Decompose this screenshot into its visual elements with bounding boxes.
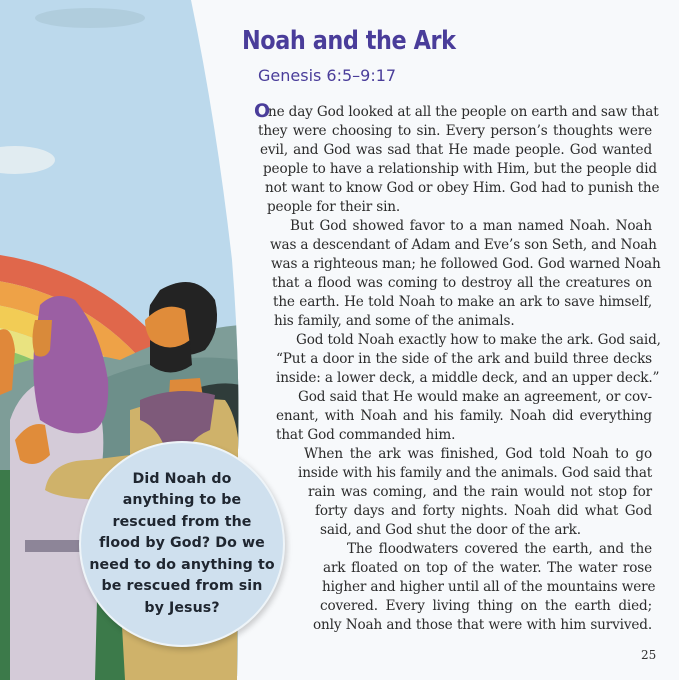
story-line: that a flood was coming to destroy all the creatures on <box>272 275 652 291</box>
drop-cap: O <box>254 100 271 122</box>
story-line: people for their sin. <box>267 199 401 215</box>
story-line: evil, and God was sad that He made people. God wanted <box>260 142 652 158</box>
page-title: Noah and the Ark <box>242 26 456 56</box>
callout-line: anything to be <box>122 492 242 509</box>
page-number: 25 <box>641 648 657 662</box>
story-line: was a righteous man; he followed God. God warned Noah <box>271 256 661 272</box>
story-line: was a descendant of Adam and Eve’s son Seth, and Noah <box>270 237 657 253</box>
story-line: higher and higher until all of the mountains were <box>322 579 656 595</box>
story-line: his family, and some of the animals. <box>274 313 515 329</box>
story-line: ark floated on top of the water. The water rose <box>323 560 652 576</box>
callout-line: by Jesus? <box>144 599 220 616</box>
story-line: enant, with Noah and his family. Noah did everything <box>276 408 652 424</box>
story-line: O ne day God looked at all the people on earth and saw that <box>254 100 659 122</box>
discussion-question-callout <box>79 441 285 647</box>
story-line: covered. Every living thing on the earth died; <box>320 598 652 614</box>
story-line: forty days and forty nights. Noah did what God <box>315 503 652 519</box>
story-line: The floodwaters covered the earth, and the <box>347 541 652 557</box>
story-line: people to have a relationship with Him, but the people did <box>263 161 657 177</box>
callout-line: Did Noah do <box>132 470 232 487</box>
callout-line: be rescued from sin <box>101 578 263 595</box>
callout-line: flood by God? Do we <box>99 535 265 552</box>
story-line: only Noah and those that were with him survived. <box>313 617 652 633</box>
story-line: But God showed favor to a man named Noah. Noah <box>290 218 652 234</box>
story-line: God told Noah exactly how to make the ark. God said, <box>296 332 661 348</box>
story-line: rain was coming, and the rain would not stop for <box>308 484 652 500</box>
story-line: inside: a lower deck, a middle deck, and an upper deck.” <box>276 370 660 386</box>
story-line: “Put a door in the side of the ark and build three decks <box>276 351 652 367</box>
callout-line: need to do anything to <box>89 556 275 573</box>
story-line: that God commanded him. <box>276 427 456 443</box>
callout-line: rescued from the <box>112 513 252 530</box>
story-line: the earth. He told Noah to make an ark to save himself, <box>273 294 652 310</box>
story-line: God said that He would make an agreement, or cov- <box>298 389 652 405</box>
discussion-question-text <box>87 469 277 620</box>
story-line: not want to know God or obey Him. God had to punish the <box>265 180 660 196</box>
story-line: inside with his family and the animals. God said that <box>298 465 653 481</box>
story-line: When the ark was finished, God told Noah to go <box>304 446 652 462</box>
scripture-reference: Genesis 6:5–9:17 <box>258 66 397 85</box>
story-line: they were choosing to sin. Every person’s thoughts were <box>258 123 652 139</box>
story-line: said, and God shut the door of the ark. <box>320 522 581 538</box>
